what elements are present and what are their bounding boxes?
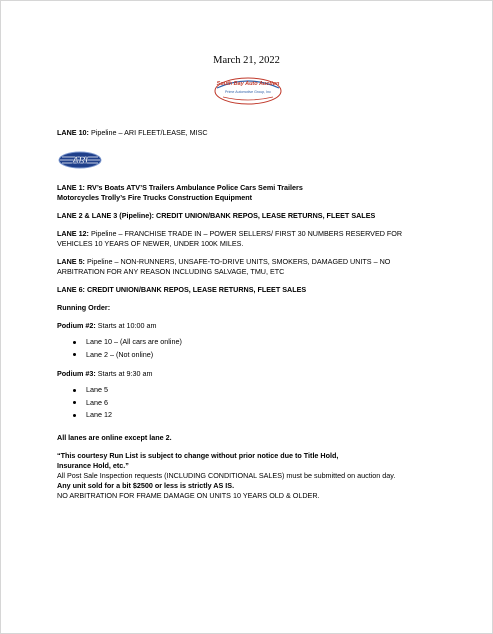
as-is-note-text: Any unit sold for a bit $2500 or less is strictly AS IS. <box>57 480 235 490</box>
courtesy-note-line-1 <box>57 451 447 461</box>
podium-3-text: Starts at 9:30 am <box>95 369 153 378</box>
arbitration-note: NO ARBITRATION FOR FRAME DAMAGE ON UNITS 10 YEARS OLD & OLDER. <box>57 490 320 500</box>
lane-12-line-2 <box>57 239 447 249</box>
lane-1-line <box>57 183 447 193</box>
courtesy-note-line-2 <box>57 461 447 471</box>
lane-10-label: LANE 10: <box>57 128 89 137</box>
online-note-text: All lanes are online except lane 2. <box>57 432 172 442</box>
podium-2-label: Podium #2: <box>57 321 96 330</box>
list-item: Lane 6 <box>86 397 447 410</box>
logo-text-sub: Prime Automotive Group, Inc <box>225 90 271 94</box>
lane-5-text-2: ARBITRATION FOR ANY REASON INCLUDING SALVAGE, TMU, ETC <box>57 267 285 276</box>
document-body <box>57 128 447 501</box>
ari-logo-text: ARI <box>72 155 88 165</box>
list-item: Lane 2 – (Not online) <box>86 349 447 362</box>
online-note <box>57 433 447 443</box>
lane-5-text-1: Pipeline – NON-RUNNERS, UNSAFE-TO-DRIVE UNITS, SMOKERS, DAMAGED UNITS – NO <box>84 257 391 266</box>
lane-1-line-2 <box>57 193 447 203</box>
lane-10-line <box>57 128 447 138</box>
podium-2-list <box>57 336 447 361</box>
lane-12-label: LANE 12: <box>57 229 89 238</box>
running-order-label: Running Order: <box>57 303 111 312</box>
lane-10-text: Pipeline – ARI FLEET/LEASE, MISC <box>88 128 208 137</box>
podium-2-line <box>57 321 447 331</box>
running-order-heading <box>57 303 447 313</box>
lane-12-text-2: VEHICLES 10 YEARS OF NEWER, UNDER 100K MILES. <box>57 239 244 248</box>
lane-5-line <box>57 257 447 267</box>
lane-12-text-1: Pipeline – FRANCHISE TRADE IN – POWER SELLERS/ FIRST 30 NUMBERS RESERVED FOR <box>88 229 403 238</box>
podium-3-line <box>57 369 447 379</box>
south-bay-auto-auction-logo <box>213 76 283 106</box>
document-date: March 21, 2022 <box>213 55 280 66</box>
lane-1-label: LANE 1: <box>57 183 85 192</box>
podium-3-list <box>57 384 447 422</box>
ari-logo <box>57 151 103 169</box>
lane-1-text-1: RV’s Boats ATV’S Trailers Ambulance Police Cars Semi Trailers <box>84 183 303 192</box>
lane-1-text-2: Motorcycles Trolly’s Fire Trucks Construction Equipment <box>57 193 253 202</box>
courtesy-note-text-1: “This courtesy Run List is subject to change without prior notice due to Title Hold, <box>57 450 339 460</box>
podium-2-text: Starts at 10:00 am <box>95 321 157 330</box>
list-item: Lane 12 <box>86 409 447 422</box>
lane-6-text: CREDIT UNION/BANK REPOS, LEASE RETURNS, FLEET SALES <box>84 285 307 294</box>
lane-6-line <box>57 285 447 295</box>
as-is-note <box>57 481 447 491</box>
list-item: Lane 10 – (All cars are online) <box>86 336 447 349</box>
courtesy-note-text-2: Insurance Hold, etc.” <box>57 460 129 470</box>
inspection-note: All Post Sale Inspection requests (INCLUDING CONDITIONAL SALES) must be submitted on auction day. <box>57 470 396 480</box>
lane-2-3-text: CREDIT UNION/BANK REPOS, LEASE RETURNS, FLEET SALES <box>154 211 376 220</box>
lane-5-line-2 <box>57 267 447 277</box>
lane-2-3-line <box>57 211 447 221</box>
list-item: Lane 5 <box>86 384 447 397</box>
podium-3-label: Podium #3: <box>57 369 96 378</box>
lane-12-line <box>57 229 447 239</box>
logo-text-main: South Bay Auto Auction <box>216 81 280 87</box>
lane-6-label: LANE 6: <box>57 285 85 294</box>
lane-5-label: LANE 5: <box>57 257 85 266</box>
lane-2-3-label: LANE 2 & LANE 3 (Pipeline): <box>57 211 155 220</box>
